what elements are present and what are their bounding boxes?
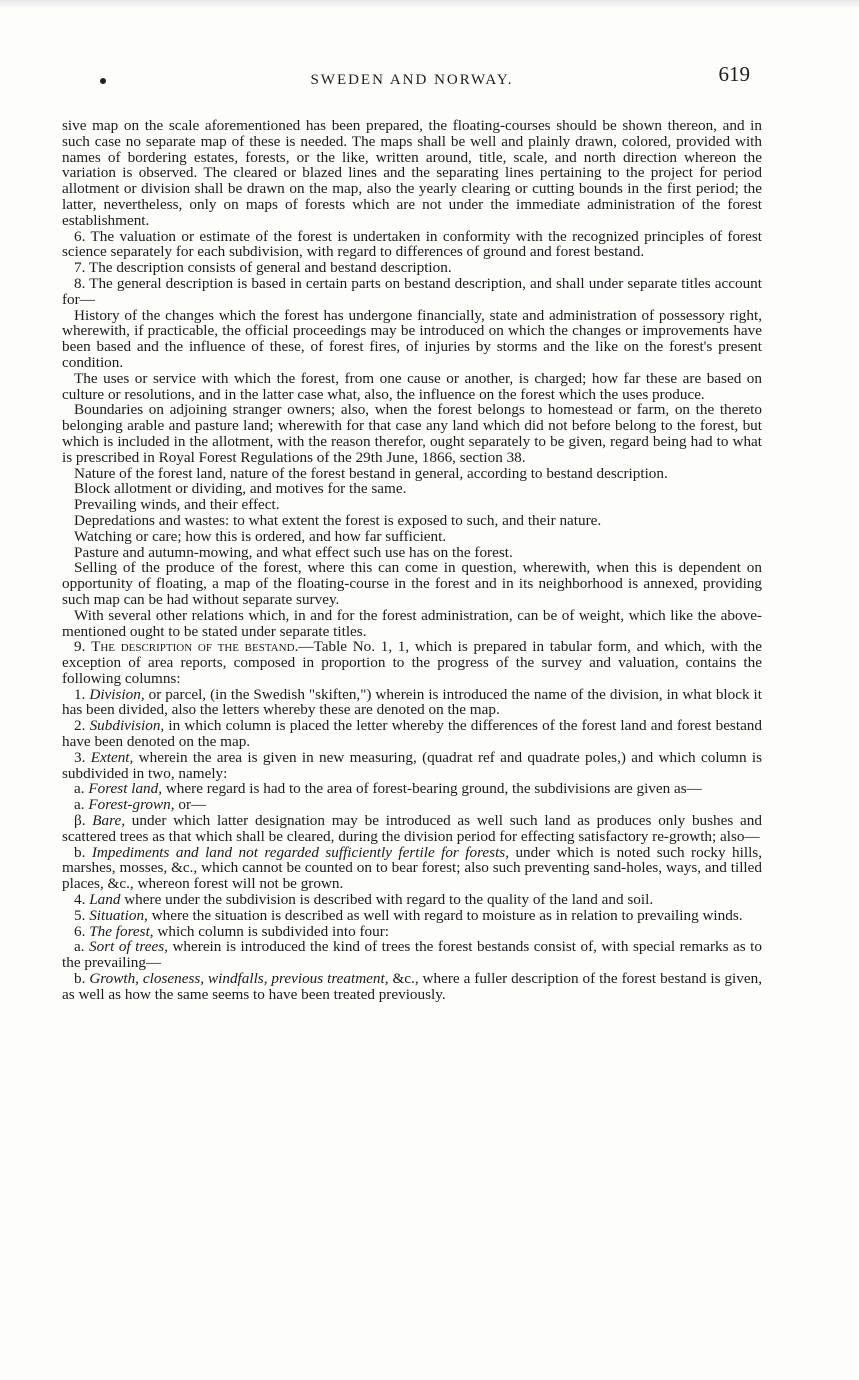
paragraph: Prevailing winds, and their effect. xyxy=(74,496,280,514)
column-name: The forest, xyxy=(89,922,154,940)
column-name: Subdivision, xyxy=(89,717,165,735)
paragraph: 9. The description of the bestand.—Table No. 1, 1, which is prepared in tabular form, and which, with the exception of area reports, composed in proportion to the progress of the survey and valuation, contains the following columns: xyxy=(62,638,763,687)
paragraph: a. Forest land, where regard is had to the area of forest-bearing ground, the subdivisions are given as— xyxy=(74,780,702,798)
paragraph: 2. Subdivision, in which column is placed the letter whereby the differences of the forest land and forest bestand have been denoted on the map. xyxy=(62,717,762,751)
column-name: Sort of trees, xyxy=(89,938,168,956)
paragraph: Nature of the forest land, nature of the forest bestand in general, according to bestand description. xyxy=(74,464,668,482)
paragraph: 6. The valuation or estimate of the forest is undertaken in conformity with the recognized principles of forest science separately for each subdivision, with regard to differences of ground and forest bestand. xyxy=(62,227,762,261)
column-name: Land xyxy=(89,891,121,909)
paragraph: 8. The general description is based in certain parts on bestand description, and shall under separate titles account for— xyxy=(62,274,762,308)
paragraph: Block allotment or dividing, and motives for the same. xyxy=(74,480,407,498)
paragraph: 3. Extent, wherein the area is given in new measuring, (quadrat ref and quadrate poles,) and which column is subdivided in two, namely: xyxy=(62,748,762,782)
column-name: Impediments and land not regarded sufficiently fertile for forests, xyxy=(91,843,510,861)
paragraph: 5. Situation, where the situation is described as well with regard to moisture as in relation to prevailing winds. xyxy=(74,906,743,924)
column-name: Forest-grown, xyxy=(88,796,175,814)
paragraph: Watching or care; how this is ordered, and how far sufficient. xyxy=(74,527,447,545)
column-name: Situation, xyxy=(89,906,148,924)
paragraph: Boundaries on adjoining stranger owners; also, when the forest belongs to homestead or farm, on the thereto belonging arable and pasture land; wherewith for that case any land which did not before belong to the forest, but which is included in the allotment, with the reason therefor, ought separately to be given, regard being had to what is prescribed in Royal Forest Regulations of the 29th June, 1866, section 38. xyxy=(62,401,762,466)
column-name: Extent, xyxy=(90,748,134,766)
scan-top-edge xyxy=(0,0,859,10)
column-name: Division, xyxy=(89,685,145,703)
paragraph: Selling of the produce of the forest, where this can come in question, wherewith, when this is dependent on opportunity of floating, a map of the floating-course in the forest and in its neighborhood is annexed, providing such map can be had without separate survey. xyxy=(62,559,762,608)
paragraph: 1. Division, or parcel, (in the Swedish "skiften,") wherein is introduced the name of the division, in what block it has been divided, also the letters whereby these are denoted on the map. xyxy=(62,685,762,719)
paragraph: 4. Land where under the subdivision is described with regard to the quality of the land and soil. xyxy=(74,891,654,909)
body-text xyxy=(62,118,762,1003)
paragraph: 6. The forest, which column is subdivided into four: xyxy=(74,922,389,940)
column-name: Growth, closeness, windfalls, previous treatment, xyxy=(89,970,389,988)
paragraph: 7. The description consists of general and bestand description. xyxy=(74,259,452,277)
section-heading: The description of the bestand. xyxy=(91,638,299,656)
running-head: SWEDEN AND NORWAY. xyxy=(310,72,514,88)
column-name: Forest land, xyxy=(88,780,163,798)
paragraph: Pasture and autumn-mowing, and what effect such use has on the forest. xyxy=(74,543,513,561)
column-name: Bare, xyxy=(92,812,126,830)
paragraph: b. Growth, closeness, windfalls, previous treatment, &c., where a fuller description of the forest bestand is given, as well as how the same seems to have been treated previously. xyxy=(62,970,763,1003)
page-number: 619 xyxy=(718,62,750,86)
paragraph: With several other relations which, in and for the forest administration, can be of weight, which like the above-mentioned ought to be stated under separate titles. xyxy=(62,606,762,640)
paragraph: The uses or service with which the forest, from one cause or another, is charged; how far these are based on culture or resolutions, and in the latter case what, also, the influence on the forest which the uses produce. xyxy=(62,369,762,403)
paragraph: Depredations and wastes: to what extent the forest is exposed to such, and their nature. xyxy=(74,511,602,529)
paragraph: sive map on the scale aforementioned has been prepared, the floating-courses should be shown thereon, and in such case no separate map of these is needed. The maps shall be well and plainly drawn, colored, provided with names of bordering estates, forests, or the like, written around, title, scale, and north direction whereon the variation is observed. The cleared or blazed lines and the separating lines pertaining to the project for period allotment or division shall be drawn on the map, also the yearly clearing or cutting bounds in the first period; the latter, nevertheless, only on maps of forests which are not under the immediate administration of the forest establishment. xyxy=(62,117,762,229)
paragraph: a. Sort of trees, wherein is introduced the kind of trees the forest bestands consist of, with special remarks as to the prevailing— xyxy=(62,938,762,972)
paragraph: History of the changes which the forest has undergone financially, state and administration of possessory right, wherewith, if practicable, the official proceedings may be introduced on which the changes or improvements have been based and the influence of these, of forest fires, of injuries by storms and the like on the forest's present condition. xyxy=(62,306,762,371)
paragraph: a. Forest-grown, or— xyxy=(74,796,207,814)
paragraph: β. Bare, under which latter designation may be introduced as well such land as produces only bushes and scattered trees as that which shall be cleared, during the division period for effecting satisfactory re-growth; also— xyxy=(62,812,762,845)
paragraph: b. Impediments and land not regarded sufficiently fertile for forests, under which is noted such rocky hills, marshes, mosses, &c., which cannot be counted on to bear forest; also such preventing sand-holes, ways, and tilled places, &c., whereon forest will not be grown. xyxy=(62,843,762,893)
page-header xyxy=(62,62,762,92)
